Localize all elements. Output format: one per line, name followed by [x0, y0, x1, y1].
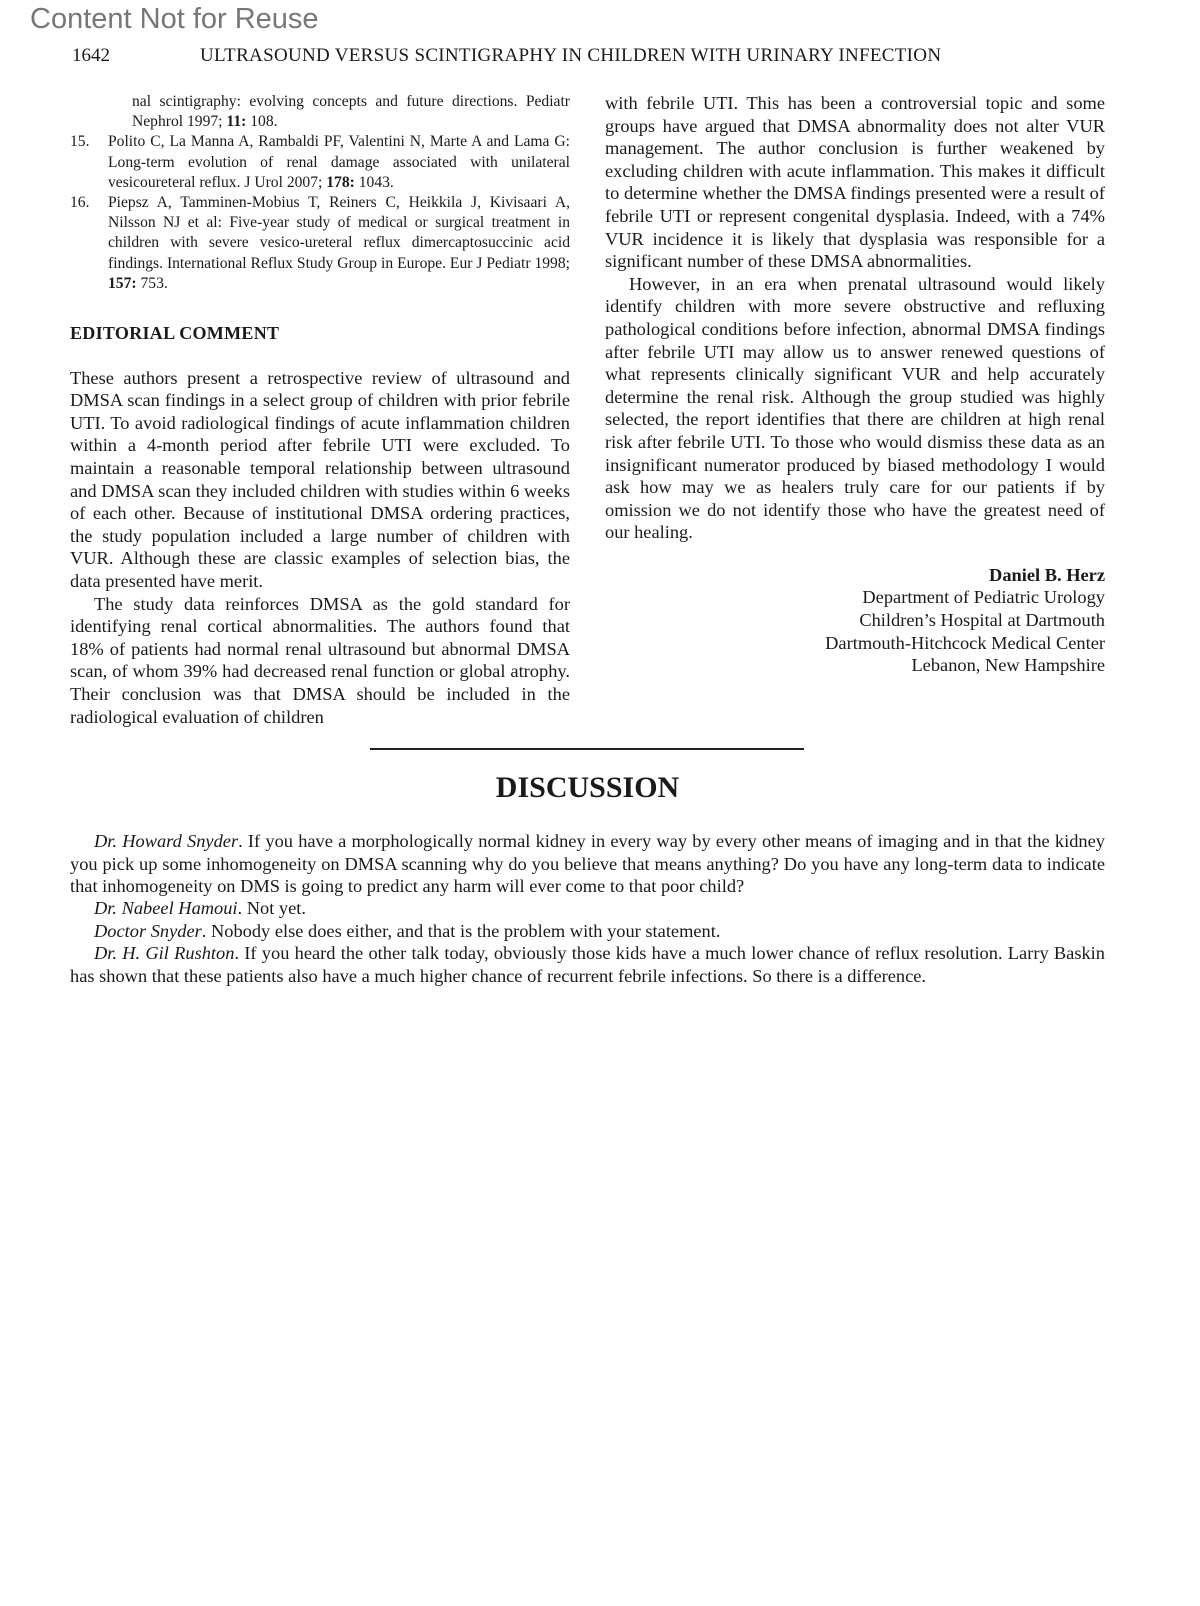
discussion-entry: Dr. Howard Snyder. If you have a morphologically normal kidney in every way by every other means of imaging and in that the kidney you pick up some inhomogeneity on DMSA scanning why do you believe that means anything? Do you have any long-term data to indicate that inhomogeneity on DMS is going to predict any harm will ever come to that poor child?	[70, 831, 1105, 896]
section-heading: EDITORIAL COMMENT	[70, 323, 280, 344]
discussion-entry: Dr. Nabeel Hamoui. Not yet.	[94, 898, 306, 919]
paragraph: with febrile UTI. This has been a controversial topic and some groups have argued that DMSA abnormality does not alter VUR management. The author conclusion is further weakened by excluding children with acute inflammation. This makes it difficult to determine whether the DMSA findings presented were a result of febrile UTI or represent congenital dysplasia. Indeed, with a 74% VUR incidence it is likely that dysplasia was responsible for a significant number of these DMSA abnormalities.	[605, 93, 1105, 272]
affiliation-line: Department of Pediatric Urology	[862, 587, 1105, 608]
watermark: Content Not for Reuse	[30, 3, 319, 35]
running-title: ULTRASOUND VERSUS SCINTIGRAPHY IN CHILDREN WITH URINARY INFECTION	[200, 45, 942, 66]
affiliation-line: Lebanon, New Hampshire	[911, 655, 1105, 676]
reference-item: 16. Piepsz A, Tamminen-Mobius T, Reiners C, Heikkila J, Kivisaari A, Nilsson NJ et al: Five-year study of medical or surgical treatment in children with severe vesico-ureteral reflux dimercaptosuccinic acid findings. International Reflux Study Group in Europe. Eur J Pediatr 1998; 157: 753.	[70, 194, 570, 292]
paragraph: The study data reinforces DMSA as the gold standard for identifying renal cortical abnormalities. The authors found that 18% of patients had normal renal ultrasound but abnormal DMSA scan, of whom 39% had decreased renal function or global atrophy. Their conclusion was that DMSA should be included in the radiological evaluation of children	[70, 593, 570, 727]
author-name: Daniel B. Herz	[989, 564, 1105, 585]
discussion-title: DISCUSSION	[495, 771, 680, 805]
left-column	[70, 92, 570, 728]
two-column-section	[70, 92, 1105, 728]
affiliation-line: Dartmouth-Hitchcock Medical Center	[825, 632, 1105, 653]
right-column	[605, 92, 1105, 677]
paragraph: However, in an era when prenatal ultrasound would likely identify children with more severe obstructive and refluxing pathological conditions before infection, abnormal DMSA findings after febrile UTI may allow us to answer renewed questions of what represents clinically significant VUR and help accurately determine the renal risk. Although the group studied was highly selected, the report identifies that there are children at high renal risk after febrile UTI. To those who would dismiss these data as an insignificant numerator produced by biased methodology I would ask how may we as healers truly care for our patients if by omission we do not identify those who have the greatest need of our healing.	[605, 273, 1105, 543]
reference-list	[70, 92, 570, 294]
page-body	[70, 92, 1105, 987]
discussion-entry: Dr. H. Gil Rushton. If you heard the other talk today, obviously those kids have a much lower chance of reflux resolution. Larry Baskin has shown that these patients also have a much higher chance of recurrent febrile infections. So there is a difference.	[70, 943, 1105, 986]
reference-item: nal scintigraphy: evolving concepts and future directions. Pediatr Nephrol 1997; 11: 108.	[132, 93, 570, 131]
signature-block	[605, 564, 1105, 677]
paragraph: These authors present a retrospective review of ultrasound and DMSA scan findings in a select group of children with prior febrile UTI. To avoid radiological findings of acute inflammation children within a 4-month period after febrile UTI were excluded. To maintain a reasonable temporal relationship between ultrasound and DMSA scan they included children with studies within 6 weeks of each other. Because of institutional DMSA ordering practices, the study population included a large number of children with VUR. Although these are classic examples of selection bias, the data presented have merit.	[70, 367, 570, 591]
page-number: 1642	[72, 45, 110, 66]
section-divider	[370, 748, 804, 750]
affiliation-line: Children’s Hospital at Dartmouth	[859, 610, 1105, 631]
reference-item: 15. Polito C, La Manna A, Rambaldi PF, Valentini N, Marte A and Lama G: Long-term evolution of renal damage associated with unilateral vesicoureteral reflux. J Urol 2007; 178: 1043.	[70, 133, 570, 191]
discussion-body	[70, 830, 1105, 987]
discussion-entry: Doctor Snyder. Nobody else does either, and that is the problem with your statement.	[94, 920, 721, 941]
